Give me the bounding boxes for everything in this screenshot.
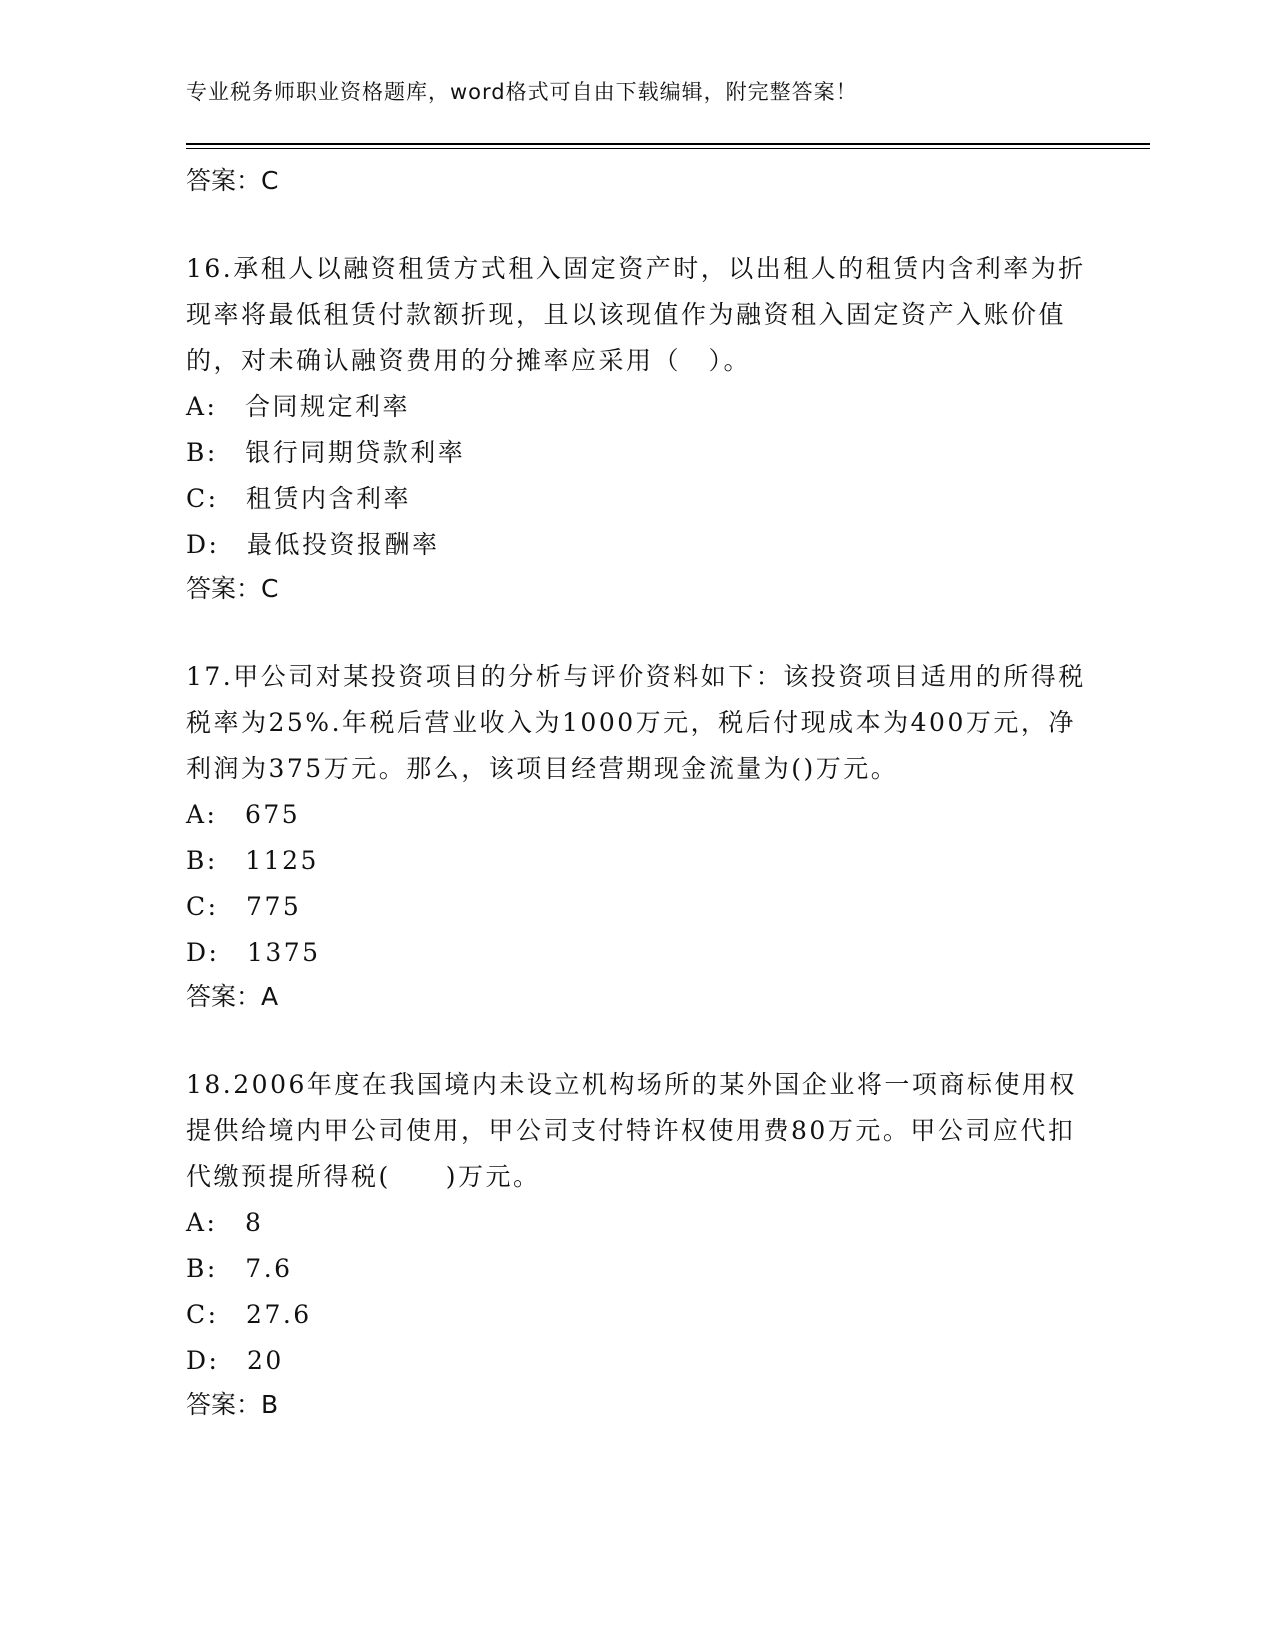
option-c: C: 租赁内含利率 xyxy=(186,484,412,513)
question-18 xyxy=(186,1062,1086,1426)
question-16 xyxy=(186,246,1086,610)
question-list xyxy=(186,160,1086,1426)
option-b: B: 银行同期贷款利率 xyxy=(186,438,466,467)
option-c: C: 27.6 xyxy=(186,1300,312,1329)
question-text: 17.甲公司对某投资项目的分析与评价资料如下：该投资项目适用的所得税税率为25%.年税后营业收入为1000万元，税后付现成本为400万元，净利润为375万元。那么，该项目经营期现金流量为()万元。 xyxy=(186,662,1086,783)
header-divider xyxy=(186,143,1150,145)
option-c: C: 775 xyxy=(186,892,302,921)
question-text: 16.承租人以融资租赁方式租入固定资产时，以出租人的租赁内含利率为折现率将最低租赁付款额折现，且以该现值作为融资租入固定资产入账价值的，对未确认融资费用的分摊率应采用（ ）。 xyxy=(186,254,1086,375)
question-17 xyxy=(186,654,1086,1018)
option-d: D: 1375 xyxy=(186,938,321,967)
answer-line: 答案：C xyxy=(186,166,279,195)
option-a: A: 675 xyxy=(186,800,301,829)
option-b: B: 1125 xyxy=(186,846,319,875)
option-d: D: 20 xyxy=(186,1346,284,1375)
option-b: B: 7.6 xyxy=(186,1254,293,1283)
answer-line: 答案：A xyxy=(186,982,279,1011)
page-header: 专业税务师职业资格题库，word格式可自由下载编辑，附完整答案！ xyxy=(186,80,858,104)
option-a: A: 8 xyxy=(186,1208,264,1237)
question-text: 18.2006年度在我国境内未设立机构场所的某外国企业将一项商标使用权提供给境内甲公司使用，甲公司支付特许权使用费80万元。甲公司应代扣代缴预提所得税( )万元。 xyxy=(186,1070,1077,1191)
header-divider-thin xyxy=(186,148,1150,149)
answer-line: 答案：C xyxy=(186,574,279,603)
option-d: D: 最低投资报酬率 xyxy=(186,530,440,559)
option-a: A: 合同规定利率 xyxy=(186,392,410,421)
answer-line: 答案：B xyxy=(186,1390,279,1419)
